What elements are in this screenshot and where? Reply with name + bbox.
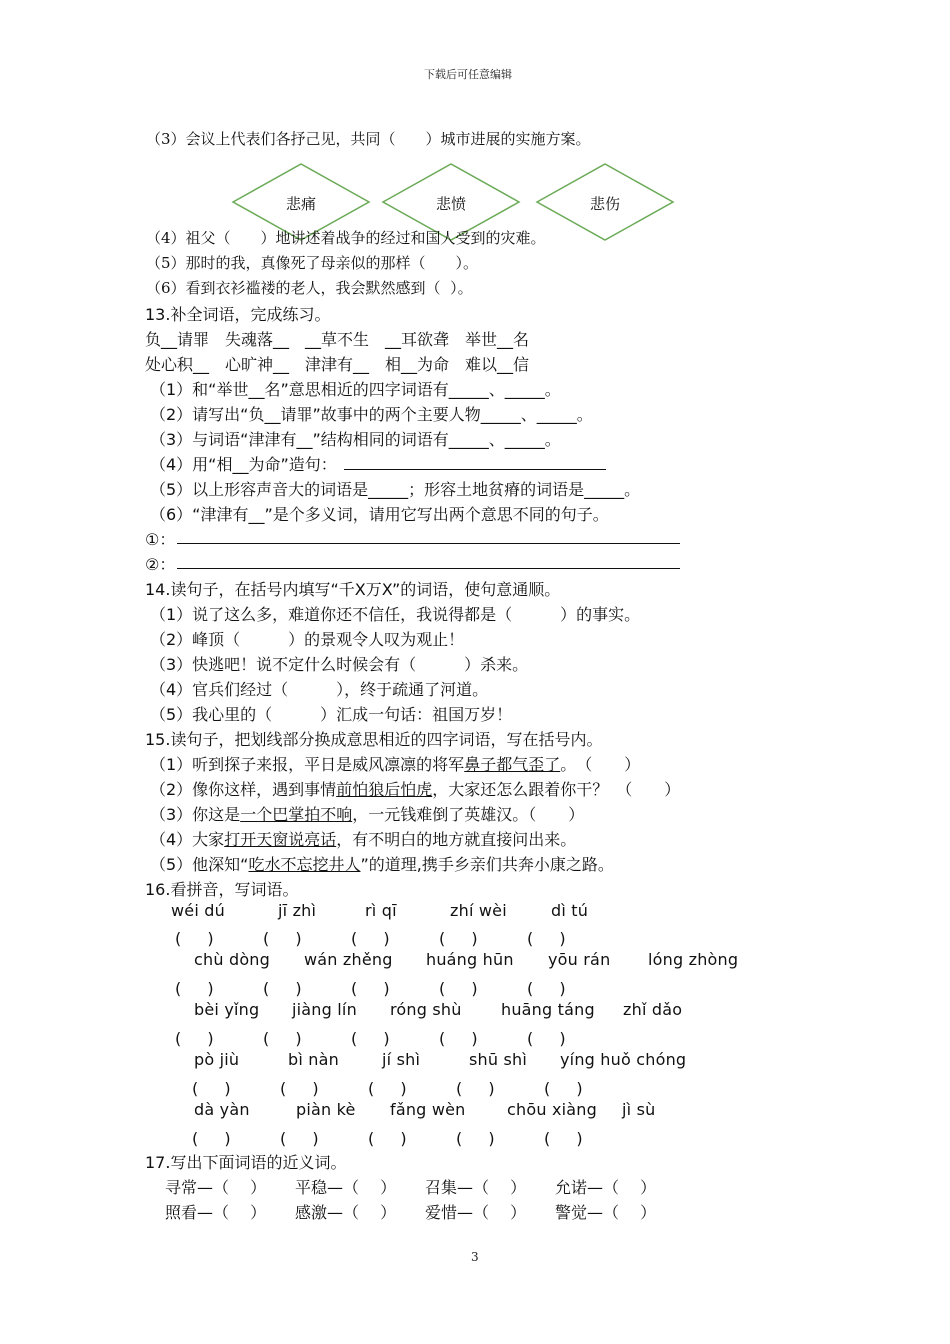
answer-bracket[interactable]: ( ) xyxy=(192,1079,231,1098)
q15-sub1-underlined: 鼻子都气歪了 xyxy=(464,755,561,774)
synonym-item: 感激—（ ） xyxy=(295,1203,397,1222)
pinyin: zhí wèi xyxy=(450,901,507,920)
synonym-item: 平稳—（ ） xyxy=(295,1178,397,1197)
q17-title: 17.写出下面词语的近义词。 xyxy=(145,1153,347,1172)
answer-bracket[interactable]: ( ) xyxy=(456,1129,495,1148)
answer-bracket[interactable]: ( ) xyxy=(439,1029,478,1048)
answer-bracket[interactable]: ( ) xyxy=(368,1079,407,1098)
answer-bracket[interactable]: ( ) xyxy=(368,1129,407,1148)
q15-sub2: （2）像你这样，遇到事情前怕狼后怕虎，大家还怎么跟着你干？ （ ） xyxy=(150,780,681,799)
pinyin: lóng zhòng xyxy=(648,950,739,969)
synonym-item: 照看—（ ） xyxy=(165,1203,267,1222)
answer-bracket[interactable]: ( ) xyxy=(527,929,566,948)
q13-sub6: （6）“津津有__”是个多义词，请用它写出两个意思不同的句子。 xyxy=(150,505,609,524)
pinyin: róng shù xyxy=(390,1000,462,1019)
pinyin: jī zhì xyxy=(278,901,317,920)
prev-q3: （3）会议上代表们各抒己见，共同（ ）城市进展的实施方案。 xyxy=(146,130,591,148)
q14-sub4: （4）官兵们经过（ ），终于疏通了河道。 xyxy=(150,680,489,699)
q15-sub5: （5）他深知“吃水不忘挖井人”的道理,携手乡亲们共奔小康之路。 xyxy=(150,855,614,874)
q13-sub4: （4）用“相__为命”造句： xyxy=(150,455,337,474)
q14-title: 14.读句子，在括号内填写“千X万X”的词语，使句意通顺。 xyxy=(145,580,561,599)
q15-sub4-underlined: 打开天窗说亮话 xyxy=(224,830,337,849)
q14-sub2: （2）峰顶（ ）的景观令人叹为观止！ xyxy=(150,630,465,649)
page-header: 下载后可任意编辑 xyxy=(424,68,512,81)
q15-sub3: （3）你这是一个巴掌拍不响，一元钱难倒了英雄汉。（ ） xyxy=(150,805,585,824)
pinyin: jiàng lín xyxy=(292,1000,357,1019)
q13-circle1: ①： xyxy=(145,530,176,549)
q15-sub3-underlined: 一个巴掌拍不响 xyxy=(240,805,353,824)
answer-bracket[interactable]: ( ) xyxy=(280,1079,319,1098)
synonym-item: 警觉—（ ） xyxy=(555,1203,657,1222)
answer-bracket[interactable]: ( ) xyxy=(192,1129,231,1148)
q13-words-row2: 处心积__ 心旷神__ 津津有__ 相__为命 难以__信 xyxy=(145,355,530,374)
q13-circle2-answer-line[interactable] xyxy=(177,568,680,569)
pinyin: jì sù xyxy=(622,1100,656,1119)
answer-bracket[interactable]: ( ) xyxy=(175,979,214,998)
pinyin: yíng huǒ chóng xyxy=(560,1050,687,1069)
q13-title: 13.补全词语，完成练习。 xyxy=(145,305,331,324)
answer-bracket[interactable]: ( ) xyxy=(527,1029,566,1048)
answer-bracket[interactable]: ( ) xyxy=(456,1079,495,1098)
pinyin: dì tú xyxy=(551,901,589,920)
pinyin: wéi dú xyxy=(171,901,225,920)
q13-sub4-answer-line[interactable] xyxy=(344,469,606,470)
q13-sub2: （2）请写出“负__请罪”故事中的两个主要人物_____、_____。 xyxy=(150,405,593,424)
answer-bracket[interactable]: ( ) xyxy=(280,1129,319,1148)
synonym-item: 召集—（ ） xyxy=(425,1178,527,1197)
pinyin: yōu rán xyxy=(548,950,611,969)
pinyin: chōu xiàng xyxy=(507,1100,597,1119)
q15-sub2-underlined: 前怕狼后怕虎 xyxy=(336,780,433,799)
answer-bracket[interactable]: ( ) xyxy=(439,929,478,948)
pinyin: pò jiù xyxy=(194,1050,240,1069)
prev-q4: （4）祖父（ ）地讲述着战争的经过和国人受到的灾难。 xyxy=(146,229,546,247)
diamond-word-1: 悲痛 xyxy=(286,195,317,213)
answer-bracket[interactable]: ( ) xyxy=(263,979,302,998)
q15-title: 15.读句子，把划线部分换成意思相近的四字词语，写在括号内。 xyxy=(145,730,603,749)
diamond-word-2: 悲愤 xyxy=(436,195,467,213)
pinyin: rì qī xyxy=(365,901,397,920)
pinyin: jí shì xyxy=(382,1050,421,1069)
pinyin: piàn kè xyxy=(296,1100,356,1119)
pinyin: huáng hūn xyxy=(426,950,514,969)
q13-circle1-answer-line[interactable] xyxy=(177,543,680,544)
answer-bracket[interactable]: ( ) xyxy=(351,929,390,948)
prev-q6: （6）看到衣衫褴褛的老人，我会默然感到（ ）。 xyxy=(146,279,473,297)
pinyin: bì nàn xyxy=(288,1050,339,1069)
synonym-item: 爱惜—（ ） xyxy=(425,1203,527,1222)
pinyin: bèi yǐng xyxy=(194,1000,260,1019)
answer-bracket[interactable]: ( ) xyxy=(351,979,390,998)
q13-sub1: （1）和“举世__名”意思相近的四字词语有_____、_____。 xyxy=(150,380,561,399)
pinyin: huāng táng xyxy=(501,1000,595,1019)
q13-words-row1: 负__请罪 失魂落__ __草不生 __耳欲聋 举世__名 xyxy=(145,330,530,349)
pinyin: fǎng wèn xyxy=(390,1100,466,1119)
prev-q5: （5）那时的我，真像死了母亲似的那样（ ）。 xyxy=(146,254,479,272)
pinyin: dà yàn xyxy=(194,1100,250,1119)
q15-sub5-underlined: 吃水不忘挖井人 xyxy=(248,855,361,874)
q15-sub1: （1）听到探子来报，平日是威风凛凛的将军鼻子都气歪了。 （ ） xyxy=(150,755,641,774)
answer-bracket[interactable]: ( ) xyxy=(439,979,478,998)
q13-sub3: （3）与词语“津津有__”结构相同的词语有_____、_____。 xyxy=(150,430,561,449)
pinyin: chù dòng xyxy=(194,950,271,969)
answer-bracket[interactable]: ( ) xyxy=(544,1079,583,1098)
answer-bracket[interactable]: ( ) xyxy=(527,979,566,998)
diamond-word-3: 悲伤 xyxy=(590,195,621,213)
pinyin: wán zhěng xyxy=(304,950,393,969)
answer-bracket[interactable]: ( ) xyxy=(263,1029,302,1048)
answer-bracket[interactable]: ( ) xyxy=(351,1029,390,1048)
pinyin: shū shì xyxy=(469,1050,528,1069)
answer-bracket[interactable]: ( ) xyxy=(175,1029,214,1048)
q14-sub5: （5）我心里的（ ）汇成一句话：祖国万岁！ xyxy=(150,705,513,724)
q15-sub4: （4）大家打开天窗说亮话，有不明白的地方就直接问出来。 xyxy=(150,830,577,849)
page-number: 3 xyxy=(471,1250,479,1264)
q13-sub5: （5）以上形容声音大的词语是_____；形容土地贫瘠的词语是_____。 xyxy=(150,480,641,499)
q14-sub3: （3）快逃吧！说不定什么时候会有（ ）杀来。 xyxy=(150,655,529,674)
answer-bracket[interactable]: ( ) xyxy=(175,929,214,948)
synonym-item: 允诺—（ ） xyxy=(555,1178,657,1197)
q16-title: 16.看拼音，写词语。 xyxy=(145,880,299,899)
diamond-word-options xyxy=(0,0,950,260)
answer-bracket[interactable]: ( ) xyxy=(263,929,302,948)
pinyin: zhǐ dǎo xyxy=(623,1000,683,1019)
q14-sub1: （1）说了这么多，难道你还不信任，我说得都是（ ）的事实。 xyxy=(150,605,641,624)
synonym-item: 寻常—（ ） xyxy=(165,1178,267,1197)
q13-circle2: ②： xyxy=(145,555,176,574)
answer-bracket[interactable]: ( ) xyxy=(544,1129,583,1148)
